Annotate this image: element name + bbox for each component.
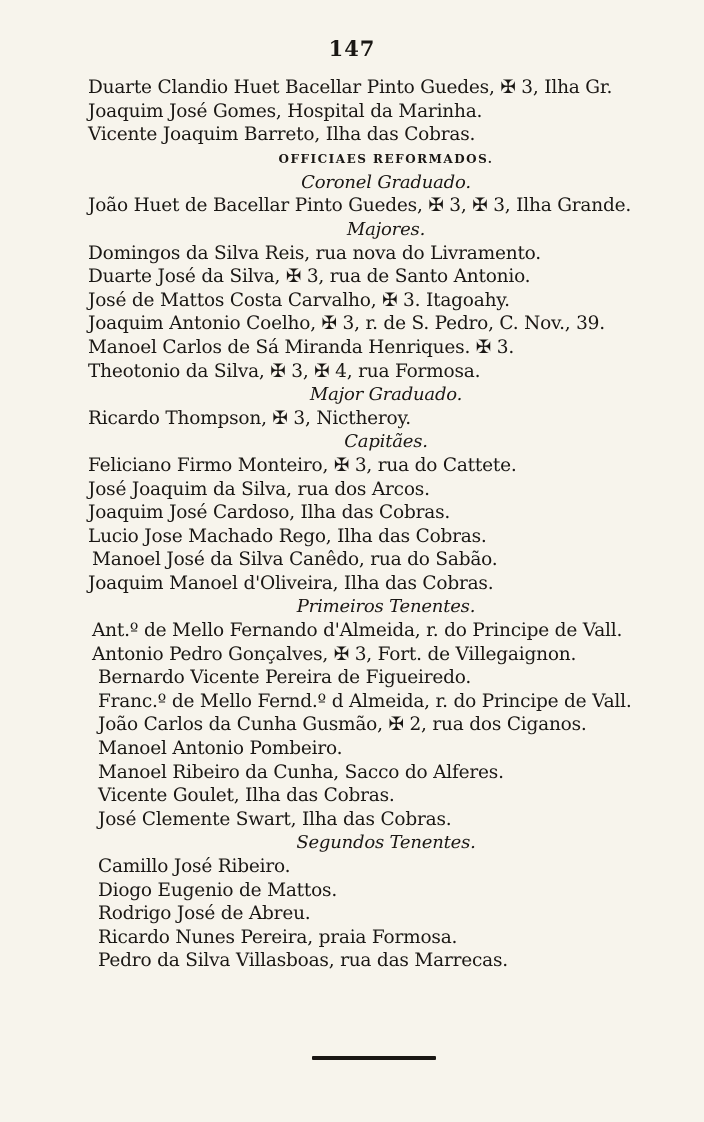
roster-entry: Rodrigo José de Abreu.: [98, 903, 311, 925]
roster-entry: Bernardo Vicente Pereira de Figueiredo.: [98, 667, 472, 689]
roster-entry: Joaquim José Gomes, Hospital da Marinha.: [88, 100, 483, 122]
roster-entry: Theotonio da Silva, ✠ 3, ✠ 4, rua Formosa.: [88, 360, 481, 382]
roster-entry: Vicente Joaquim Barreto, Ilha das Cobras.: [88, 124, 476, 146]
roster-entry: Manoel Ribeiro da Cunha, Sacco do Alferes.: [98, 761, 504, 783]
rank-heading: Capitães.: [344, 431, 428, 453]
rank-heading: Primeiros Tenentes.: [296, 596, 476, 618]
roster-entry: Domingos da Silva Reis, rua nova do Livramento.: [88, 242, 541, 264]
roster-entry: Manoel Antonio Pombeiro.: [98, 738, 343, 760]
rank-heading: Segundos Tenentes.: [296, 832, 476, 854]
roster-entry: Ricardo Thompson, ✠ 3, Nictheroy.: [88, 407, 411, 429]
roster-entry: Camillo José Ribeiro.: [98, 856, 291, 877]
roster-entry: José de Mattos Costa Carvalho, ✠ 3. Itagoahy.: [88, 289, 510, 311]
roster-entry: Lucio Jose Machado Rego, Ilha das Cobras.: [88, 525, 487, 547]
roster-entry: Feliciano Firmo Monteiro, ✠ 3, rua do Cattete.: [88, 454, 517, 476]
roster-entry: Vicente Goulet, Ilha das Cobras.: [98, 785, 395, 807]
page-number: 147: [328, 36, 376, 61]
end-rule: [312, 1056, 436, 1060]
roster-entry: José Joaquim da Silva, rua dos Arcos.: [88, 478, 430, 500]
roster-entry: Ricardo Nunes Pereira, praia Formosa.: [98, 926, 458, 948]
roster-entry: Joaquim José Cardoso, Ilha das Cobras.: [88, 502, 451, 524]
roster-entry: João Huet de Bacellar Pinto Guedes, ✠ 3, ✠ 3, Ilha Grande.: [88, 195, 632, 217]
roster-entry: José Clemente Swart, Ilha das Cobras.: [98, 808, 452, 830]
roster-entry: Manoel José da Silva Canêdo, rua do Sabão.: [92, 549, 498, 571]
rank-heading: Major Graduado.: [309, 384, 463, 406]
text-body: [86, 76, 686, 973]
roster-entry: Joaquim Antonio Coelho, ✠ 3, r. de S. Pedro, C. Nov., 39.: [88, 313, 605, 335]
section-heading: OFFICIAES REFORMADOS.: [278, 151, 494, 166]
roster-entry: Pedro da Silva Villasboas, rua das Marrecas.: [98, 950, 508, 972]
roster-entry: Duarte José da Silva, ✠ 3, rua de Santo Antonio.: [88, 266, 531, 288]
roster-entry: Duarte Clandio Huet Bacellar Pinto Guedes, ✠ 3, Ilha Gr.: [88, 77, 613, 98]
roster-entry: Antonio Pedro Gonçalves, ✠ 3, Fort. de Villegaignon.: [92, 643, 577, 665]
roster-entry: Manoel Carlos de Sá Miranda Henriques. ✠ 3.: [88, 336, 515, 358]
roster-entry: Ant.º de Mello Fernando d'Almeida, r. do Principe de Vall.: [92, 620, 623, 642]
roster-entry: Diogo Eugenio de Mattos.: [98, 879, 338, 901]
roster-entry: João Carlos da Cunha Gusmão, ✠ 2, rua dos Ciganos.: [98, 714, 587, 736]
roster-entry: Franc.º de Mello Fernd.º d Almeida, r. do Principe de Vall.: [98, 690, 632, 712]
rank-heading: Coronel Graduado.: [301, 171, 471, 193]
roster-entry: Joaquim Manoel d'Oliveira, Ilha das Cobras.: [88, 572, 494, 594]
rank-heading: Majores.: [346, 218, 426, 240]
